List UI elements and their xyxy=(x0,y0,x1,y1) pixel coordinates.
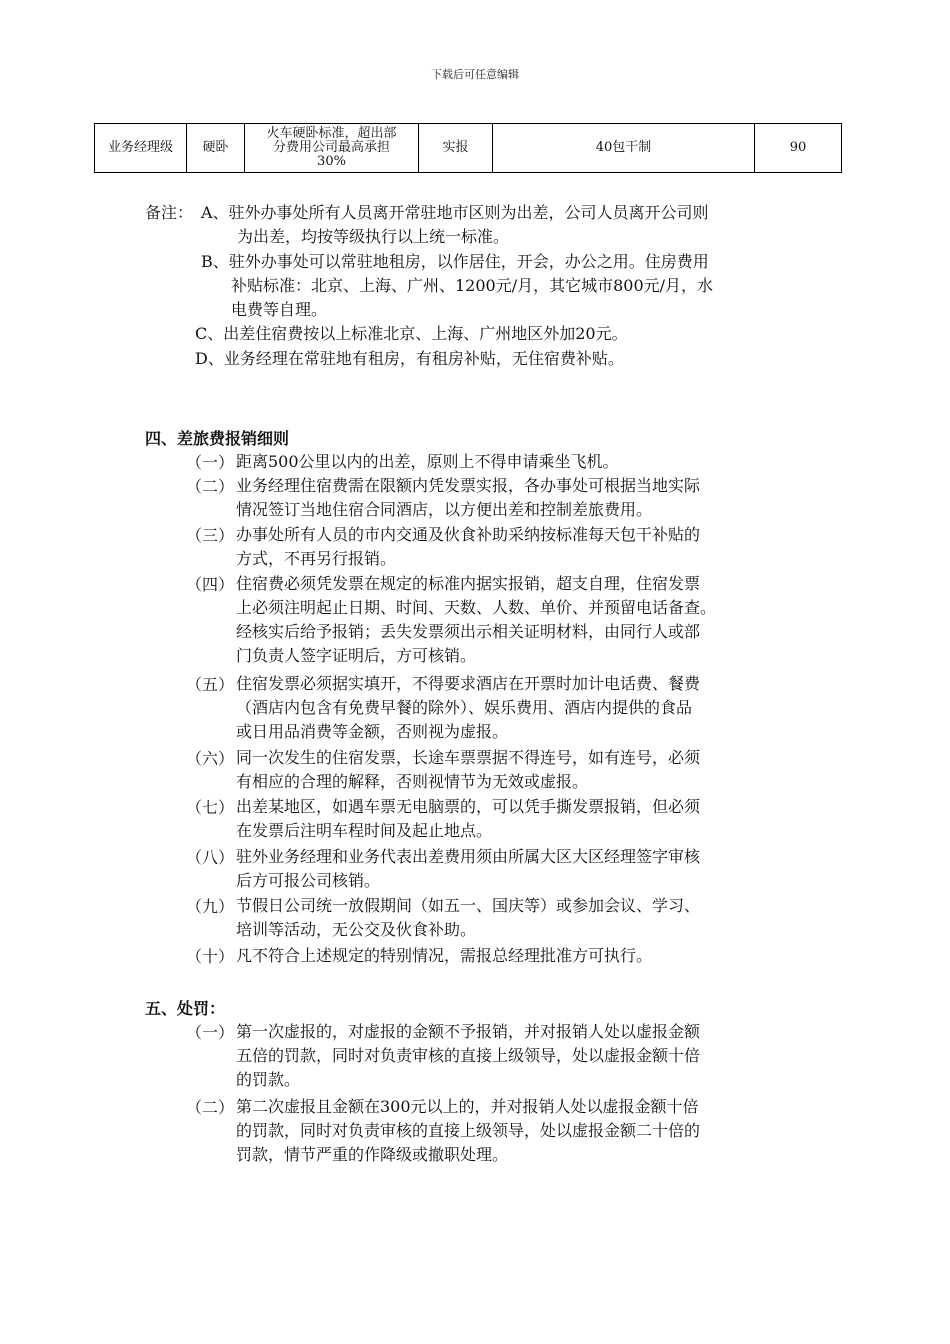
cell-line: 30% xyxy=(317,154,346,169)
cell-line: 分费用公司最高承担 xyxy=(272,140,390,155)
remark-d: D、业务经理在常驻地有租房，有租房补贴，无住宿费补贴。 xyxy=(195,349,624,368)
table-cell-allowance: 40包干制 xyxy=(493,124,755,173)
item-line: 住宿费必须凭发票在规定的标准内据实报销，超支自理，住宿发票 xyxy=(236,574,701,593)
item-line: 驻外业务经理和业务代表出差费用须由所属大区大区经理签字审核 xyxy=(236,847,701,866)
item-line: 的罚款。 xyxy=(236,1070,301,1089)
item-line: 方式，不再另行报销。 xyxy=(236,549,397,568)
table-cell-standard xyxy=(245,124,419,173)
item-number: （三） xyxy=(186,526,235,545)
item-number: （六） xyxy=(186,749,235,768)
item-number: （九） xyxy=(186,897,235,916)
item-line: 第一次虚报的，对虚报的金额不予报销，并对报销人处以虚报金额 xyxy=(236,1022,701,1041)
item-line: （酒店内包含有免费早餐的除外）、娱乐费用、酒店内提供的食品 xyxy=(236,698,693,717)
cell-line: 火车硬卧标准，超出部 xyxy=(266,126,397,141)
item-number: （一） xyxy=(186,1023,235,1042)
item-number: （一） xyxy=(186,453,235,472)
section-4-title: 四、差旅费报销细则 xyxy=(145,429,290,448)
item-line: 节假日公司统一放假期间（如五一、国庆等）或参加会议、学习、 xyxy=(236,896,701,915)
item-line: 住宿发票必须据实填开，不得要求酒店在开票时加计电话费、餐费 xyxy=(236,674,701,693)
item-line: 距离500公里以内的出差，原则上不得申请乘坐飞机。 xyxy=(236,452,619,471)
item-line: 的罚款，同时对负责审核的直接上级领导，处以虚报金额二十倍的 xyxy=(236,1121,701,1140)
remarks-label: 备注： xyxy=(145,203,194,222)
item-line: 罚款，情节严重的作降级或撤职处理。 xyxy=(236,1145,509,1164)
item-line: 上必须注明起止日期、时间、天数、人数、单价、并预留电话备查。 xyxy=(236,598,717,617)
item-number: （二） xyxy=(186,1098,235,1117)
item-line: 经核实后给予报销；丢失发票须出示相关证明材料，由同行人或部 xyxy=(236,622,701,641)
item-number: （十） xyxy=(186,947,235,966)
item-line: 有相应的合理的解释，否则视情节为无效或虚报。 xyxy=(236,772,589,791)
item-line: 五倍的罚款，同时对负责审核的直接上级领导，处以虚报金额十倍 xyxy=(236,1046,701,1065)
table-row xyxy=(95,124,842,173)
remark-b-line: 电费等自理。 xyxy=(231,300,328,319)
remark-b-line: 补贴标准：北京、上海、广州、1200元/月，其它城市800元/月，水 xyxy=(231,276,714,295)
item-line: 后方可报公司核销。 xyxy=(236,871,381,890)
table-cell-transport: 硬卧 xyxy=(187,124,245,173)
remark-a-line: A、驻外办事处所有人员离开常驻地市区则为出差，公司人员离开公司则 xyxy=(201,203,709,222)
item-number: （八） xyxy=(186,848,235,867)
table-cell-level: 业务经理级 xyxy=(95,124,187,173)
remark-b-line: B、驻外办事处可以常驻地租房，以作居住，开会，办公之用。住房费用 xyxy=(201,252,709,271)
item-number: （七） xyxy=(186,798,235,817)
item-number: （四） xyxy=(186,575,235,594)
table-cell-accommodation: 实报 xyxy=(419,124,493,173)
remark-c: C、出差住宿费按以上标准北京、上海、广州地区外加20元。 xyxy=(195,324,628,343)
item-line: 业务经理住宿费需在限额内凭发票实报，各办事处可根据当地实际 xyxy=(236,476,701,495)
item-line: 情况签订当地住宿合同酒店，以方便出差和控制差旅费用。 xyxy=(236,500,653,519)
section-5-title: 五、处罚： xyxy=(145,999,226,1018)
item-line: 办事处所有人员的市内交通及伙食补助采纳按标准每天包干补贴的 xyxy=(236,525,701,544)
remark-a-line: 为出差，均按等级执行以上统一标准。 xyxy=(237,227,510,246)
table-cell-amount: 90 xyxy=(755,124,842,173)
page-header-note: 下载后可任意编辑 xyxy=(431,68,519,81)
item-line: 第二次虚报且金额在300元以上的，并对报销人处以虚报金额十倍 xyxy=(236,1097,699,1116)
item-line: 门负责人签字证明后，方可核销。 xyxy=(236,646,477,665)
item-line: 出差某地区，如遇车票无电脑票的，可以凭手撕发票报销，但必须 xyxy=(236,797,701,816)
item-line: 培训等活动，无公交及伙食补助。 xyxy=(236,920,477,939)
travel-standard-table xyxy=(94,123,842,173)
item-line: 或日用品消费等金额，否则视为虚报。 xyxy=(236,722,509,741)
item-line: 同一次发生的住宿发票，长途车票票据不得连号，如有连号，必须 xyxy=(236,748,701,767)
item-line: 凡不符合上述规定的特别情况，需报总经理批准方可执行。 xyxy=(236,946,653,965)
item-number: （二） xyxy=(186,477,235,496)
item-line: 在发票后注明车程时间及起止地点。 xyxy=(236,821,493,840)
item-number: （五） xyxy=(186,675,235,694)
